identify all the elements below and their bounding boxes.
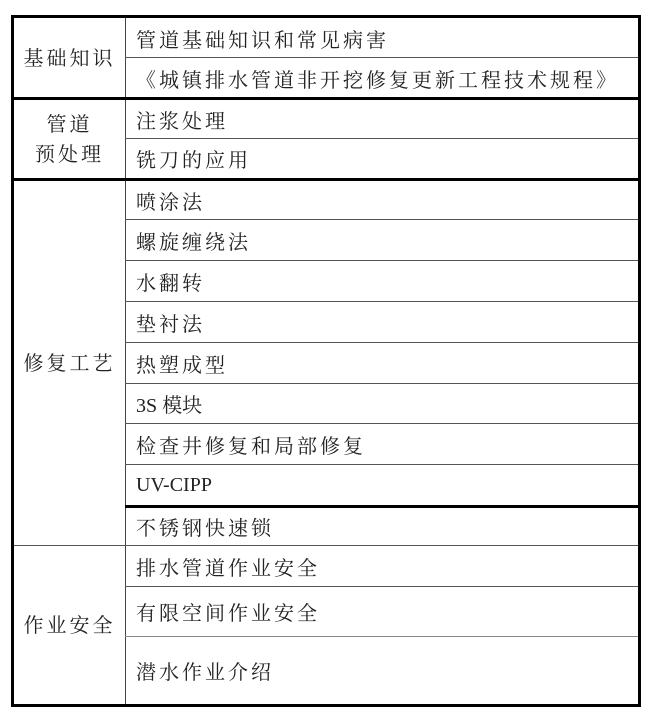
item-label: 铣刀的应用 <box>136 148 251 172</box>
item-label: 垫衬法 <box>136 311 205 336</box>
category-label: 作业安全 <box>23 613 116 637</box>
table-row <box>125 384 638 423</box>
category-label: 基础知识 <box>23 45 116 70</box>
item-label: 潜水作业介绍 <box>136 660 274 684</box>
item-label: 管道基础知识和常见病害 <box>136 27 389 52</box>
item-label: 注浆处理 <box>136 108 228 133</box>
category-work-safety <box>14 546 125 704</box>
table-row <box>125 58 638 98</box>
category-label: 修复工艺 <box>23 351 116 375</box>
category-repair-process <box>14 181 125 545</box>
item-label: 排水管道作业安全 <box>136 555 320 580</box>
item-label: 水翻转 <box>136 270 205 295</box>
table-row <box>125 100 638 138</box>
item-label: 检查井修复和局部修复 <box>136 433 366 458</box>
table-row <box>125 546 638 586</box>
table-row <box>125 181 638 219</box>
course-table <box>11 15 641 707</box>
table-row <box>125 508 638 545</box>
table-row <box>125 139 638 178</box>
item-label: 3S 模块 <box>136 395 203 417</box>
item-label: 螺旋缠绕法 <box>136 229 251 254</box>
category-basic-knowledge <box>14 18 125 97</box>
category-label-line2: 预处理 <box>35 142 104 166</box>
table-row <box>125 465 638 505</box>
item-label: 热塑成型 <box>136 352 228 377</box>
table-row <box>125 261 638 301</box>
table-row <box>125 587 638 636</box>
item-label: 《城镇排水管道非开挖修复更新工程技术规程》 <box>136 67 619 92</box>
item-label: 有限空间作业安全 <box>136 601 320 625</box>
category-label-line1: 管道 <box>46 112 93 136</box>
table-row <box>125 637 638 704</box>
item-label: 喷涂法 <box>136 189 205 214</box>
item-label: 不锈钢快速锁 <box>136 516 274 540</box>
table-row <box>125 343 638 383</box>
category-pipe-pretreatment <box>14 100 125 178</box>
item-label: UV-CIPP <box>136 473 212 496</box>
table-row <box>125 302 638 342</box>
table-row <box>125 18 638 58</box>
table-row <box>125 424 638 464</box>
table-row <box>125 220 638 260</box>
